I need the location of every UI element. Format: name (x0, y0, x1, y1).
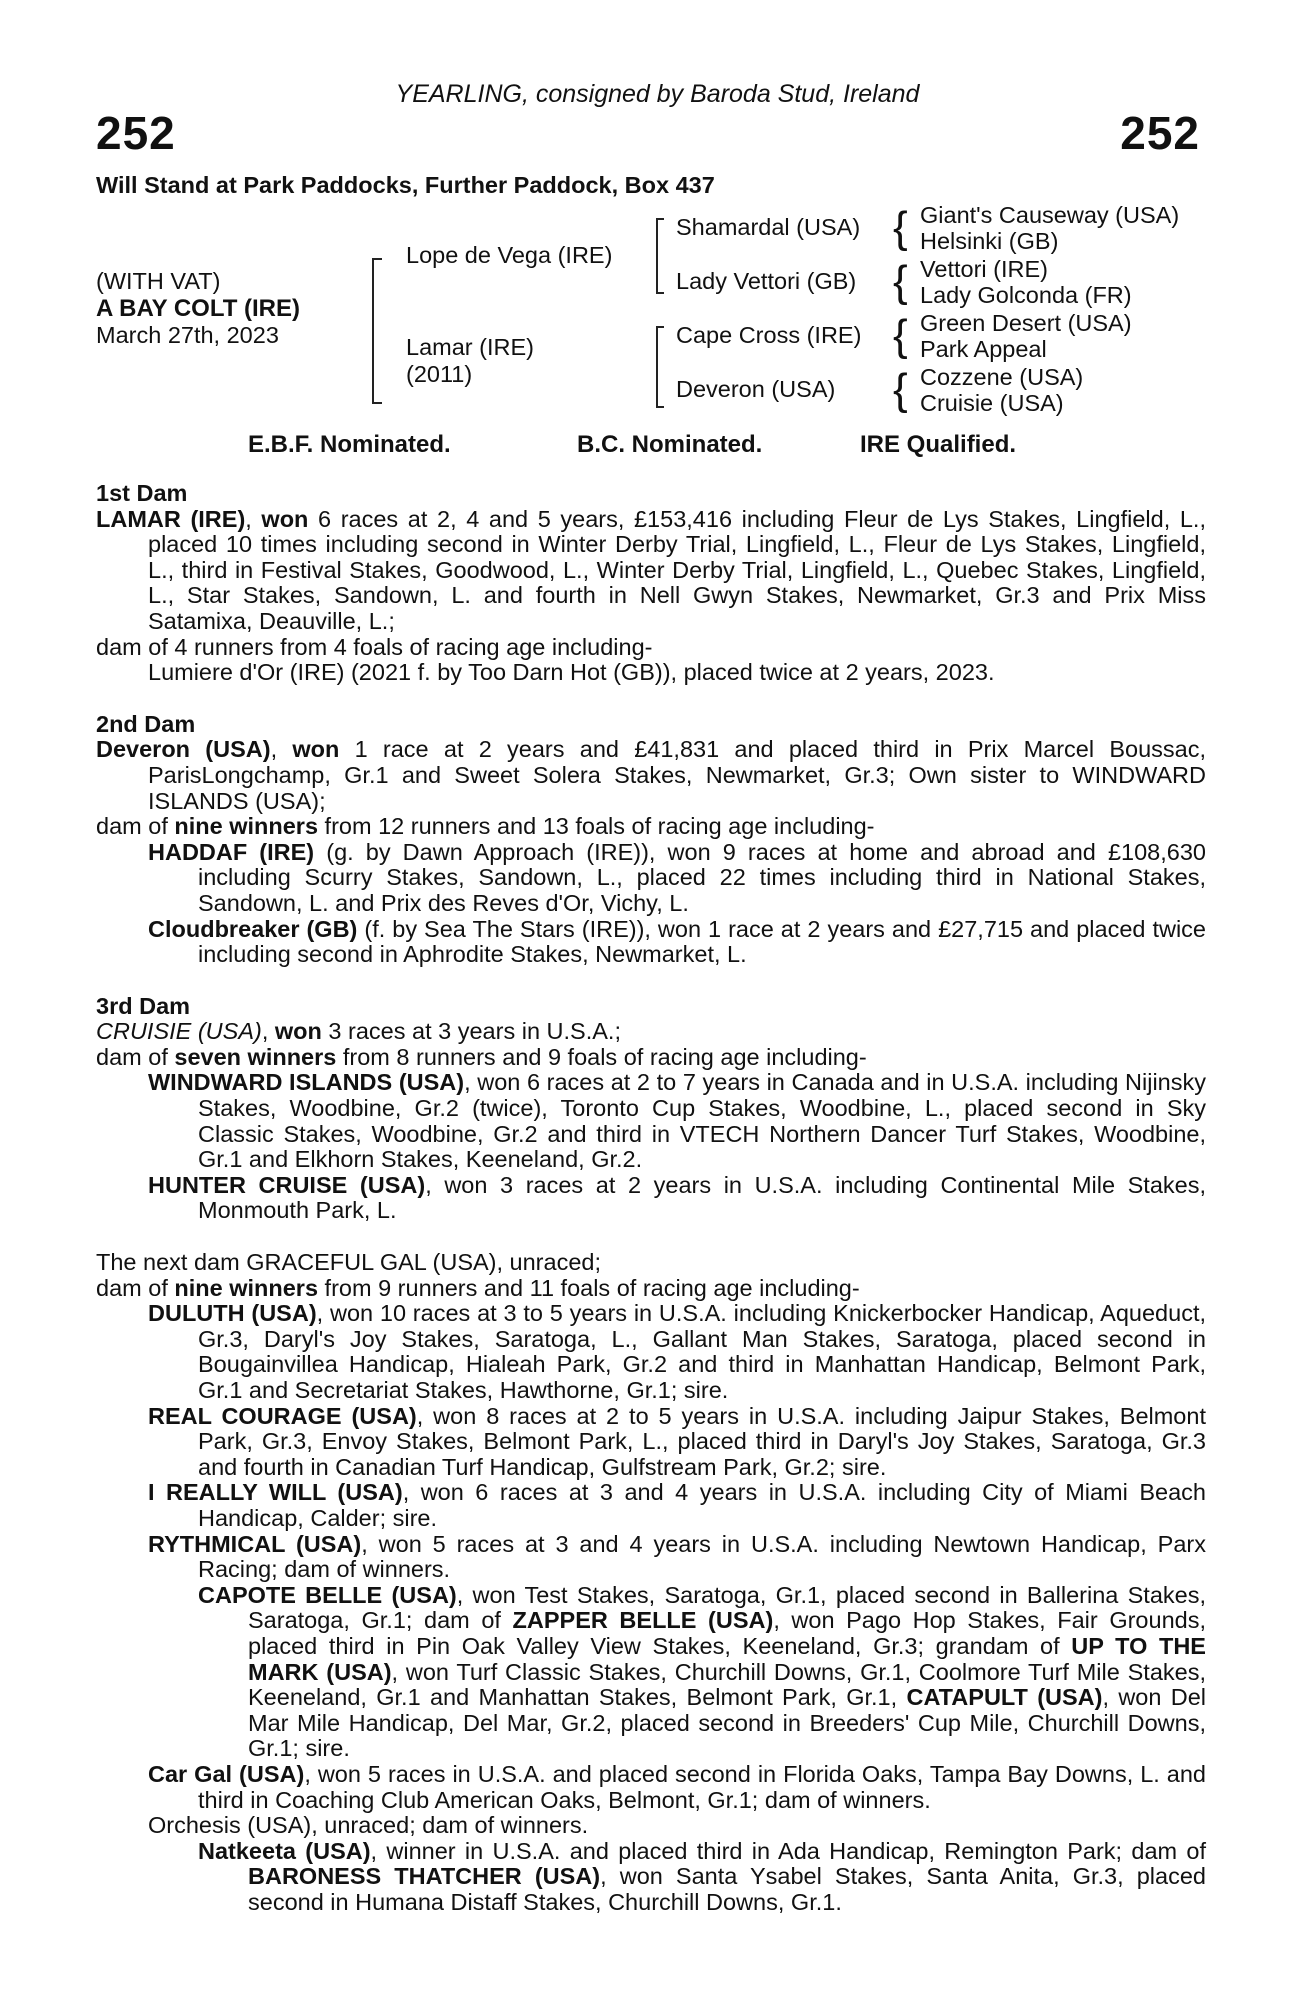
pedigree-sds: Vettori (IRE) (920, 256, 1048, 282)
pedigree-ss: Shamardal (USA) (676, 214, 861, 240)
first-dam-text: 6 races at 2, 4 and 5 years, £153,416 including Fleur de Lys Stakes, Lingfield, L., placed 10 times including second in Winter Derby Trial, Lingfield, L., Fleur de Lys Stakes, Lingfield, L., third in Festival Stakes, Goodwood, L., Winter Derby Trial, Lingfield, L., Quebec Stakes, Lingfield, L., Star Stakes, Sandown, L. and fourth in Nell Gwyn Stakes, Newmarket, Gr.3 and Prix Miss Satamixa, Deauville, L.; (148, 505, 1206, 634)
foaling-date: March 27th, 2023 (96, 322, 279, 348)
pedigree-dam: Lamar (IRE) (406, 334, 534, 360)
first-dam-record: LAMAR (IRE), won 6 races at 2, 4 and 5 years, £153,416 including Fleur de Lys Stakes, Lingfield, L., placed 10 times including second in Winter Derby Trial, Lingfield, L., Fleur de Lys Stakes, Lingfield, L., third in Festival Stakes, Goodwood, L., Winter Derby Trial, Lingfield, L., Quebec Stakes, Lingfield, L., Star Stakes, Sandown, L. and fourth in Nell Gwyn Stakes, Newmarket, Gr.3 and Prix Miss Satamixa, Deauville, L.; (96, 505, 1206, 634)
pedigree-dds: Cozzene (USA) (920, 364, 1084, 390)
next-dam-produce-summary: dam of nine winners from 9 runners and 11 foals of racing age including- (96, 1274, 860, 1301)
progeny-entry: I REALLY WILL (USA), won 6 races at 3 and 4 years in U.S.A. including City of Miami Beach Handicap, Calder; sire. (148, 1479, 1206, 1531)
pedigree-brace-3: { (893, 311, 908, 360)
grand-progeny-entry: Natkeeta (USA), winner in U.S.A. and placed third in Ada Handicap, Remington Park; dam of BARONESS THATCHER (USA), won Santa Ysabel Stakes, Santa Anita, Gr.3, placed second in Humana Distaff Stakes, Churchill Downs, Gr.1. (198, 1837, 1206, 1915)
pedigree-sire: Lope de Vega (IRE) (406, 242, 613, 268)
pedigree-brace-4: { (893, 365, 908, 414)
second-dam-won: won (292, 736, 340, 763)
second-dam-text: 1 race at 2 years and £41,831 and placed third in Prix Marcel Boussac, ParisLongchamp, Gr.1 and Sweet Solera Stakes, Newmarket, Gr.3; Own sister to WINDWARD ISLANDS (USA); (148, 736, 1206, 814)
next-dam-line: The next dam GRACEFUL GAL (USA), unraced; (96, 1249, 601, 1276)
pedigree-dd: Deveron (USA) (676, 376, 836, 402)
second-dam-heading: 2nd Dam (96, 710, 196, 737)
pedigree-bracket-dam (656, 326, 664, 408)
catalogue-body (96, 481, 1206, 1915)
third-dam-record: CRUISIE (USA), won 3 races at 3 years in U.S.A.; (96, 1018, 621, 1045)
ire-badge: IRE Qualified. (860, 431, 1017, 458)
pedigree-dam-year: (2011) (406, 361, 473, 387)
vat-note: (WITH VAT) (96, 268, 221, 294)
horse-name: A BAY COLT (IRE) (96, 295, 301, 322)
pedigree-brace-1: { (893, 203, 908, 252)
progeny-entry: RYTHMICAL (USA), won 5 races at 3 and 4 years in U.S.A. including Newtown Handicap, Parx Racing; dam of winners. (148, 1530, 1206, 1583)
pedigree-brace-2: { (893, 257, 908, 306)
consignor-line: YEARLING, consigned by Baroda Stud, Ireland (395, 80, 920, 108)
pedigree-sdd: Lady Golconda (FR) (920, 282, 1132, 308)
first-dam-produce-summary: dam of 4 runners from 4 foals of racing age including- (96, 633, 653, 660)
pedigree-ddd: Cruisie (USA) (920, 390, 1064, 416)
second-dam-produce-summary: dam of nine winners from 12 runners and 13 foals of racing age including- (96, 813, 875, 840)
first-dam-progeny: Lumiere d'Or (IRE) (2021 f. by Too Darn Hot (GB)), placed twice at 2 years, 2023. (148, 659, 995, 686)
pedigree-ds: Cape Cross (IRE) (676, 322, 862, 348)
progeny-entry: Car Gal (USA), won 5 races in U.S.A. and placed second in Florida Oaks, Tampa Bay Downs, L. and third in Coaching Club American Oaks, Belmont, Gr.1; dam of winners. (148, 1760, 1207, 1813)
lot-number-left: 252 (96, 107, 176, 159)
grand-progeny-entry: CAPOTE BELLE (USA), won Test Stakes, Saratoga, Gr.1, placed second in Ballerina Stakes, Saratoga, Gr.1; dam of ZAPPER BELLE (USA), won Pago Hop Stakes, Fair Grounds, placed third in Pin Oak Valley View Stakes, Keeneland, Gr.3; grandam of UP TO THE MARK (USA), won Turf Classic Stakes, Churchill Downs, Gr.1, Coolmore Turf Mile Stakes, Keeneland, Gr.1 and Manhattan Stakes, Belmont Park, Gr.1, CATAPULT (USA), won Del Mar Mile Handicap, Del Mar, Gr.2, placed second in Breeders' Cup Mile, Churchill Downs, Gr.1; sire. (198, 1581, 1207, 1762)
first-dam-won: won (261, 505, 309, 532)
pedigree-sd: Lady Vettori (GB) (676, 268, 857, 294)
pedigree-bracket-gen1 (372, 258, 382, 404)
pedigree-sss: Giant's Causeway (USA) (920, 202, 1180, 228)
progeny-entry: Cloudbreaker (GB) (f. by Sea The Stars (IRE)), won 1 race at 2 years and £27,715 and placed twice including second in Aphrodite Stakes, Newmarket, L. (148, 915, 1207, 968)
lot-number-right: 252 (1120, 107, 1200, 159)
stand-location: Will Stand at Park Paddocks, Further Paddock, Box 437 (96, 172, 715, 198)
progeny-entry: DULUTH (USA), won 10 races at 3 to 5 years in U.S.A. including Knickerbocker Handicap, Aqueduct, Gr.3, Daryl's Joy Stakes, Saratoga, L., Gallant Man Stakes, Saratoga, placed second in Bougainvillea Handicap, Hialeah Park, Gr.2 and third in Manhattan Handicap, Belmont Park, Gr.1 and Secretariat Stakes, Hawthorne, Gr.1; sire. (148, 1300, 1207, 1403)
progeny-entry: REAL COURAGE (USA), won 8 races at 2 to 5 years in U.S.A. including Jaipur Stakes, Belmont Park, Gr.3, Envoy Stakes, Belmont Park, L., placed third in Daryl's Joy Stakes, Saratoga, Gr.3 and fourth in Canadian Turf Handicap, Gulfstream Park, Gr.2; sire. (148, 1402, 1206, 1480)
progeny-entry: WINDWARD ISLANDS (USA), won 6 races at 2 to 7 years in Canada and in U.S.A. including Nijinsky Stakes, Woodbine, Gr.2 (twice), Toronto Cup Stakes, Woodbine, L., placed second in Sky Classic Stakes, Woodbine, Gr.2 and third in VTECH Northern Dancer Turf Stakes, Woodbine, Gr.1 and Elkhorn Stakes, Keeneland, Gr.2. (148, 1069, 1207, 1173)
progeny-entry: HADDAF (IRE) (g. by Dawn Approach (IRE)), won 9 races at home and abroad and £108,630 including Scurry Stakes, Sandown, L., placed 22 times including third in National Stakes, Sandown, L. and Prix des Reves d'Or, Vichy, L. (148, 838, 1206, 916)
pedigree-dsd: Park Appeal (920, 336, 1047, 362)
third-dam-produce-summary: dam of seven winners from 8 runners and 9 foals of racing age including- (96, 1043, 867, 1070)
first-dam-heading: 1st Dam (96, 480, 188, 506)
ebf-badge: E.B.F. Nominated. (248, 431, 451, 458)
second-dam-record: Deveron (USA), won 1 race at 2 years and £41,831 and placed third in Prix Marcel Boussac, ParisLongchamp, Gr.1 and Sweet Solera Stakes, Newmarket, Gr.3; Own sister to WINDWARD ISLANDS (USA); (96, 736, 1206, 814)
bc-badge: B.C. Nominated. (577, 431, 763, 458)
pedigree-bracket-sire (656, 218, 664, 294)
pedigree-dss: Green Desert (USA) (920, 310, 1132, 336)
second-dam-name: Deveron (USA) (96, 736, 271, 763)
pedigree-ssd: Helsinki (GB) (920, 228, 1059, 254)
progeny-entry-unraced: Orchesis (USA), unraced; dam of winners. (148, 1812, 589, 1839)
progeny-entry: HUNTER CRUISE (USA), won 3 races at 2 years in U.S.A. including Continental Mile Stakes, Monmouth Park, L. (148, 1171, 1207, 1224)
first-dam-name: LAMAR (IRE) (96, 505, 246, 532)
third-dam-heading: 3rd Dam (96, 992, 191, 1019)
